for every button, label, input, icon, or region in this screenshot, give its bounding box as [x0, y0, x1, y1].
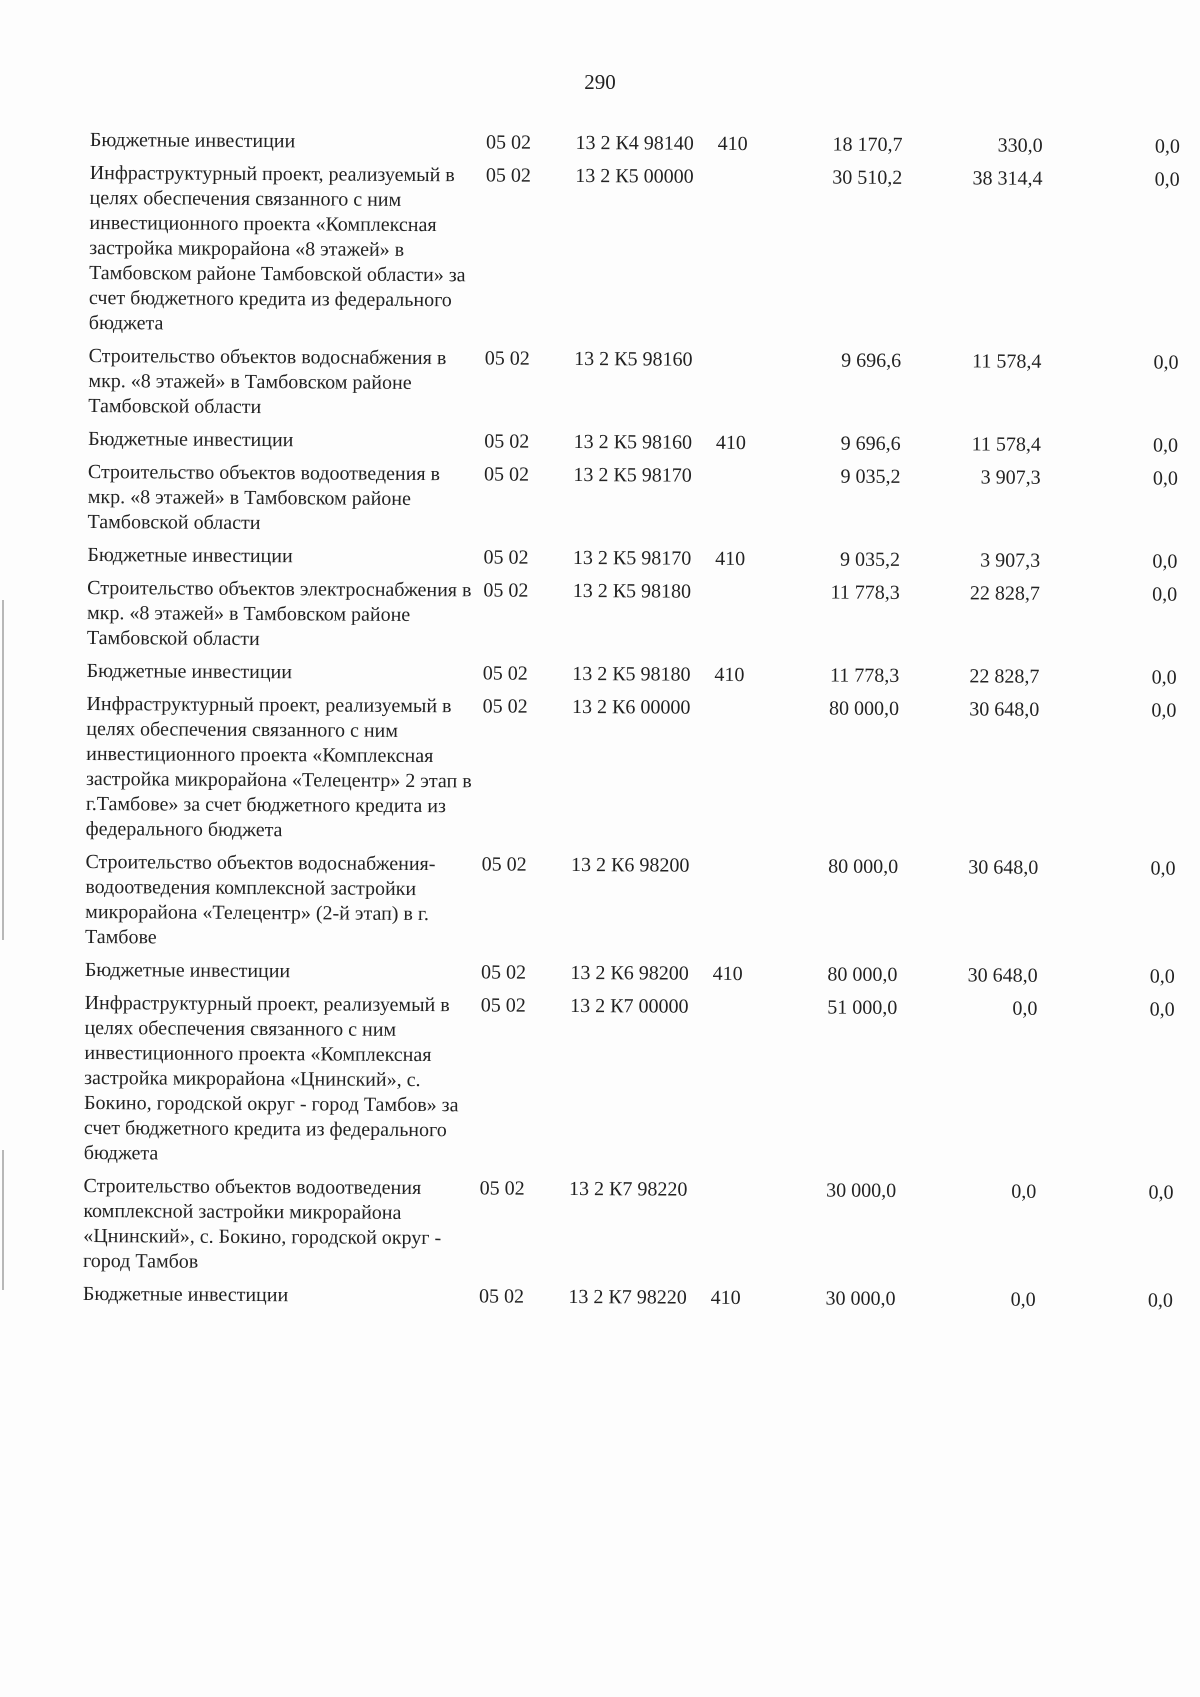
amount-year-1: 80 000,0: [828, 855, 899, 878]
target-article-code: 13 2 К5 98160: [573, 430, 693, 454]
table-row: [87, 460, 1177, 550]
section-code: 05 02: [484, 347, 530, 370]
amount-year-1: 80 000,0: [827, 963, 898, 986]
amount-year-3: 0,0: [1151, 666, 1177, 689]
expense-type-code: 410: [715, 547, 746, 571]
row-name: Бюджетные инвестиции: [84, 958, 291, 983]
target-article-code: 13 2 К5 98170: [573, 463, 692, 487]
row-name: Строительство объектов электроснабжения в мкр. «8 этажей» в Тамбовском районе Тамбовской области: [86, 576, 472, 651]
amount-year-2: 30 648,0: [968, 856, 1039, 879]
amount-year-1: 30 510,2: [832, 166, 903, 189]
table-row: [85, 850, 1176, 965]
row-name: Инфраструктурный проект, реализуемый в целях обеспечения связанного с ним инвестиционного проекта «Комплексная застройка микрорайона «Телецентр» 2 этап в г.Тамбове» за счет бюджетного кредита из федерального бюджета: [85, 692, 472, 842]
amount-year-1: 9 035,2: [840, 465, 901, 488]
amount-year-3: 0,0: [1151, 699, 1177, 722]
row-name: Строительство объектов водоотведения комплексной застройки микрорайона «Цнинский», с. Бокино, городской округ - город Тамбов: [83, 1174, 442, 1273]
amount-year-2: 330,0: [997, 134, 1043, 157]
expense-type-code: 410: [714, 663, 745, 687]
section-code: 05 02: [482, 695, 528, 718]
row-name: Бюджетные инвестиции: [86, 659, 293, 684]
row-name: Бюджетные инвестиции: [88, 427, 294, 452]
table-row: [84, 991, 1175, 1181]
row-name: Строительство объектов водоснабжения-водоотведения комплексной застройки микрорайона «Телецентр» (2-й этап) в г. Тамбове: [84, 850, 436, 949]
amount-year-1: 11 778,3: [830, 581, 900, 604]
expense-type-code: [711, 995, 773, 1178]
row-name: Инфраструктурный проект, реализуемый в целях обеспечения связанного с ним инвестиционного проекта «Комплексная застройка микрорайона «Цнинский», с. Бокино, городской округ - город Тамбов» за счет бюджетного кредита из федерального бюджета: [83, 991, 459, 1165]
expense-type-code: [716, 165, 778, 348]
amount-year-1: 18 170,7: [832, 133, 903, 156]
section-code: 05 02: [480, 961, 527, 984]
amount-year-3: 0,0: [1152, 583, 1178, 606]
amount-year-1: 30 000,0: [825, 1287, 896, 1310]
row-name: Бюджетные инвестиции: [89, 128, 296, 153]
section-code: 05 02: [483, 546, 529, 569]
target-article-code: 13 2 К7 00000: [570, 994, 689, 1018]
target-article-code: 13 2 К6 00000: [571, 695, 691, 719]
amount-year-1: 9 035,2: [839, 548, 901, 571]
amount-year-3: 0,0: [1149, 965, 1175, 988]
budget-table: [83, 128, 1180, 1322]
section-code: 05 02: [484, 430, 530, 453]
section-code: 05 02: [486, 131, 532, 154]
section-code: 05 02: [480, 994, 526, 1017]
table-row: [86, 692, 1177, 857]
section-code: 05 02: [479, 1177, 525, 1200]
row-name: Бюджетные инвестиции: [82, 1282, 289, 1307]
amount-year-2: 3 907,3: [980, 549, 1041, 572]
table-row: [83, 1282, 1173, 1322]
amount-year-3: 0,0: [1153, 351, 1179, 374]
expense-type-code: 410: [715, 431, 746, 455]
amount-year-2: 38 314,4: [972, 167, 1043, 190]
table-row: [88, 344, 1178, 434]
amount-year-1: 9 696,6: [840, 432, 901, 455]
section-code: 05 02: [483, 463, 530, 486]
target-article-code: 13 2 К7 98220: [569, 1177, 688, 1201]
table-row: [89, 161, 1180, 351]
amount-year-1: 80 000,0: [829, 697, 900, 720]
expense-type-code: 410: [712, 962, 743, 986]
table-row: [83, 1174, 1174, 1289]
expense-type-code: 410: [717, 132, 748, 156]
amount-year-3: 0,0: [1153, 434, 1179, 457]
amount-year-2: 11 578,4: [971, 433, 1041, 456]
expense-type-code: [713, 696, 775, 854]
amount-year-3: 0,0: [1150, 857, 1176, 880]
amount-year-1: 30 000,0: [826, 1179, 897, 1202]
table-row: [87, 576, 1177, 666]
amount-year-3: 0,0: [1154, 168, 1180, 191]
row-name: Бюджетные инвестиции: [87, 543, 293, 568]
amount-year-1: 51 000,0: [827, 996, 898, 1019]
expense-type-code: [716, 348, 777, 431]
expense-type-code: 410: [710, 1286, 741, 1309]
amount-year-2: 0,0: [1010, 1288, 1036, 1311]
target-article-code: 13 2 К6 98200: [571, 853, 690, 877]
target-article-code: 13 2 К4 98140: [575, 131, 694, 155]
target-article-code: 13 2 К6 98200: [570, 961, 689, 985]
scan-edge-mark: [2, 1150, 4, 1290]
page-number: 290: [584, 70, 616, 94]
expense-type-code: [711, 1178, 773, 1286]
amount-year-2: 22 828,7: [969, 582, 1041, 605]
section-code: 05 02: [482, 662, 528, 685]
amount-year-3: 0,0: [1147, 1289, 1173, 1312]
amount-year-2: 3 907,3: [980, 466, 1041, 489]
target-article-code: 13 2 К5 98180: [572, 579, 692, 603]
target-article-code: 13 2 К5 98180: [572, 662, 691, 686]
amount-year-2: 30 648,0: [967, 964, 1038, 987]
row-name: Строительство объектов водоснабжения в мкр. «8 этажей» в Тамбовском районе Тамбовской области: [88, 344, 447, 419]
expense-type-code: [715, 464, 776, 547]
expense-type-code: [713, 854, 775, 962]
scan-edge-mark: [2, 600, 4, 940]
amount-year-2: 22 828,7: [969, 665, 1040, 688]
row-name: Инфраструктурный проект, реализуемый в целях обеспечения связанного с ним инвестиционного проекта «Комплексная застройка микрорайона «8 этажей» в Тамбовском районе Тамбовской области» за счет бюджетного кредита из федерального бюджета: [88, 161, 466, 335]
amount-year-3: 0,0: [1149, 998, 1175, 1021]
section-code: 05 02: [481, 853, 527, 876]
section-code: 05 02: [478, 1285, 525, 1308]
table-body: [83, 128, 1180, 1322]
expense-type-code: [715, 580, 776, 663]
amount-year-3: 0,0: [1154, 135, 1180, 158]
target-article-code: 13 2 К5 98170: [572, 546, 692, 570]
amount-year-3: 0,0: [1148, 1181, 1174, 1204]
amount-year-2: 0,0: [1011, 1180, 1037, 1203]
amount-year-2: 0,0: [1012, 997, 1038, 1020]
amount-year-3: 0,0: [1152, 467, 1178, 490]
section-code: 05 02: [485, 164, 531, 187]
target-article-code: 13 2 К7 98220: [568, 1285, 687, 1309]
amount-year-1: 9 696,6: [841, 349, 902, 372]
amount-year-1: 11 778,3: [829, 664, 900, 687]
amount-year-3: 0,0: [1152, 550, 1178, 573]
section-code: 05 02: [483, 579, 529, 602]
row-name: Строительство объектов водоотведения в мкр. «8 этажей» в Тамбовском районе Тамбовской области: [87, 460, 441, 535]
amount-year-2: 11 578,4: [972, 350, 1042, 373]
target-article-code: 13 2 К5 98160: [574, 347, 693, 371]
amount-year-2: 30 648,0: [969, 698, 1040, 721]
target-article-code: 13 2 К5 00000: [575, 164, 694, 188]
